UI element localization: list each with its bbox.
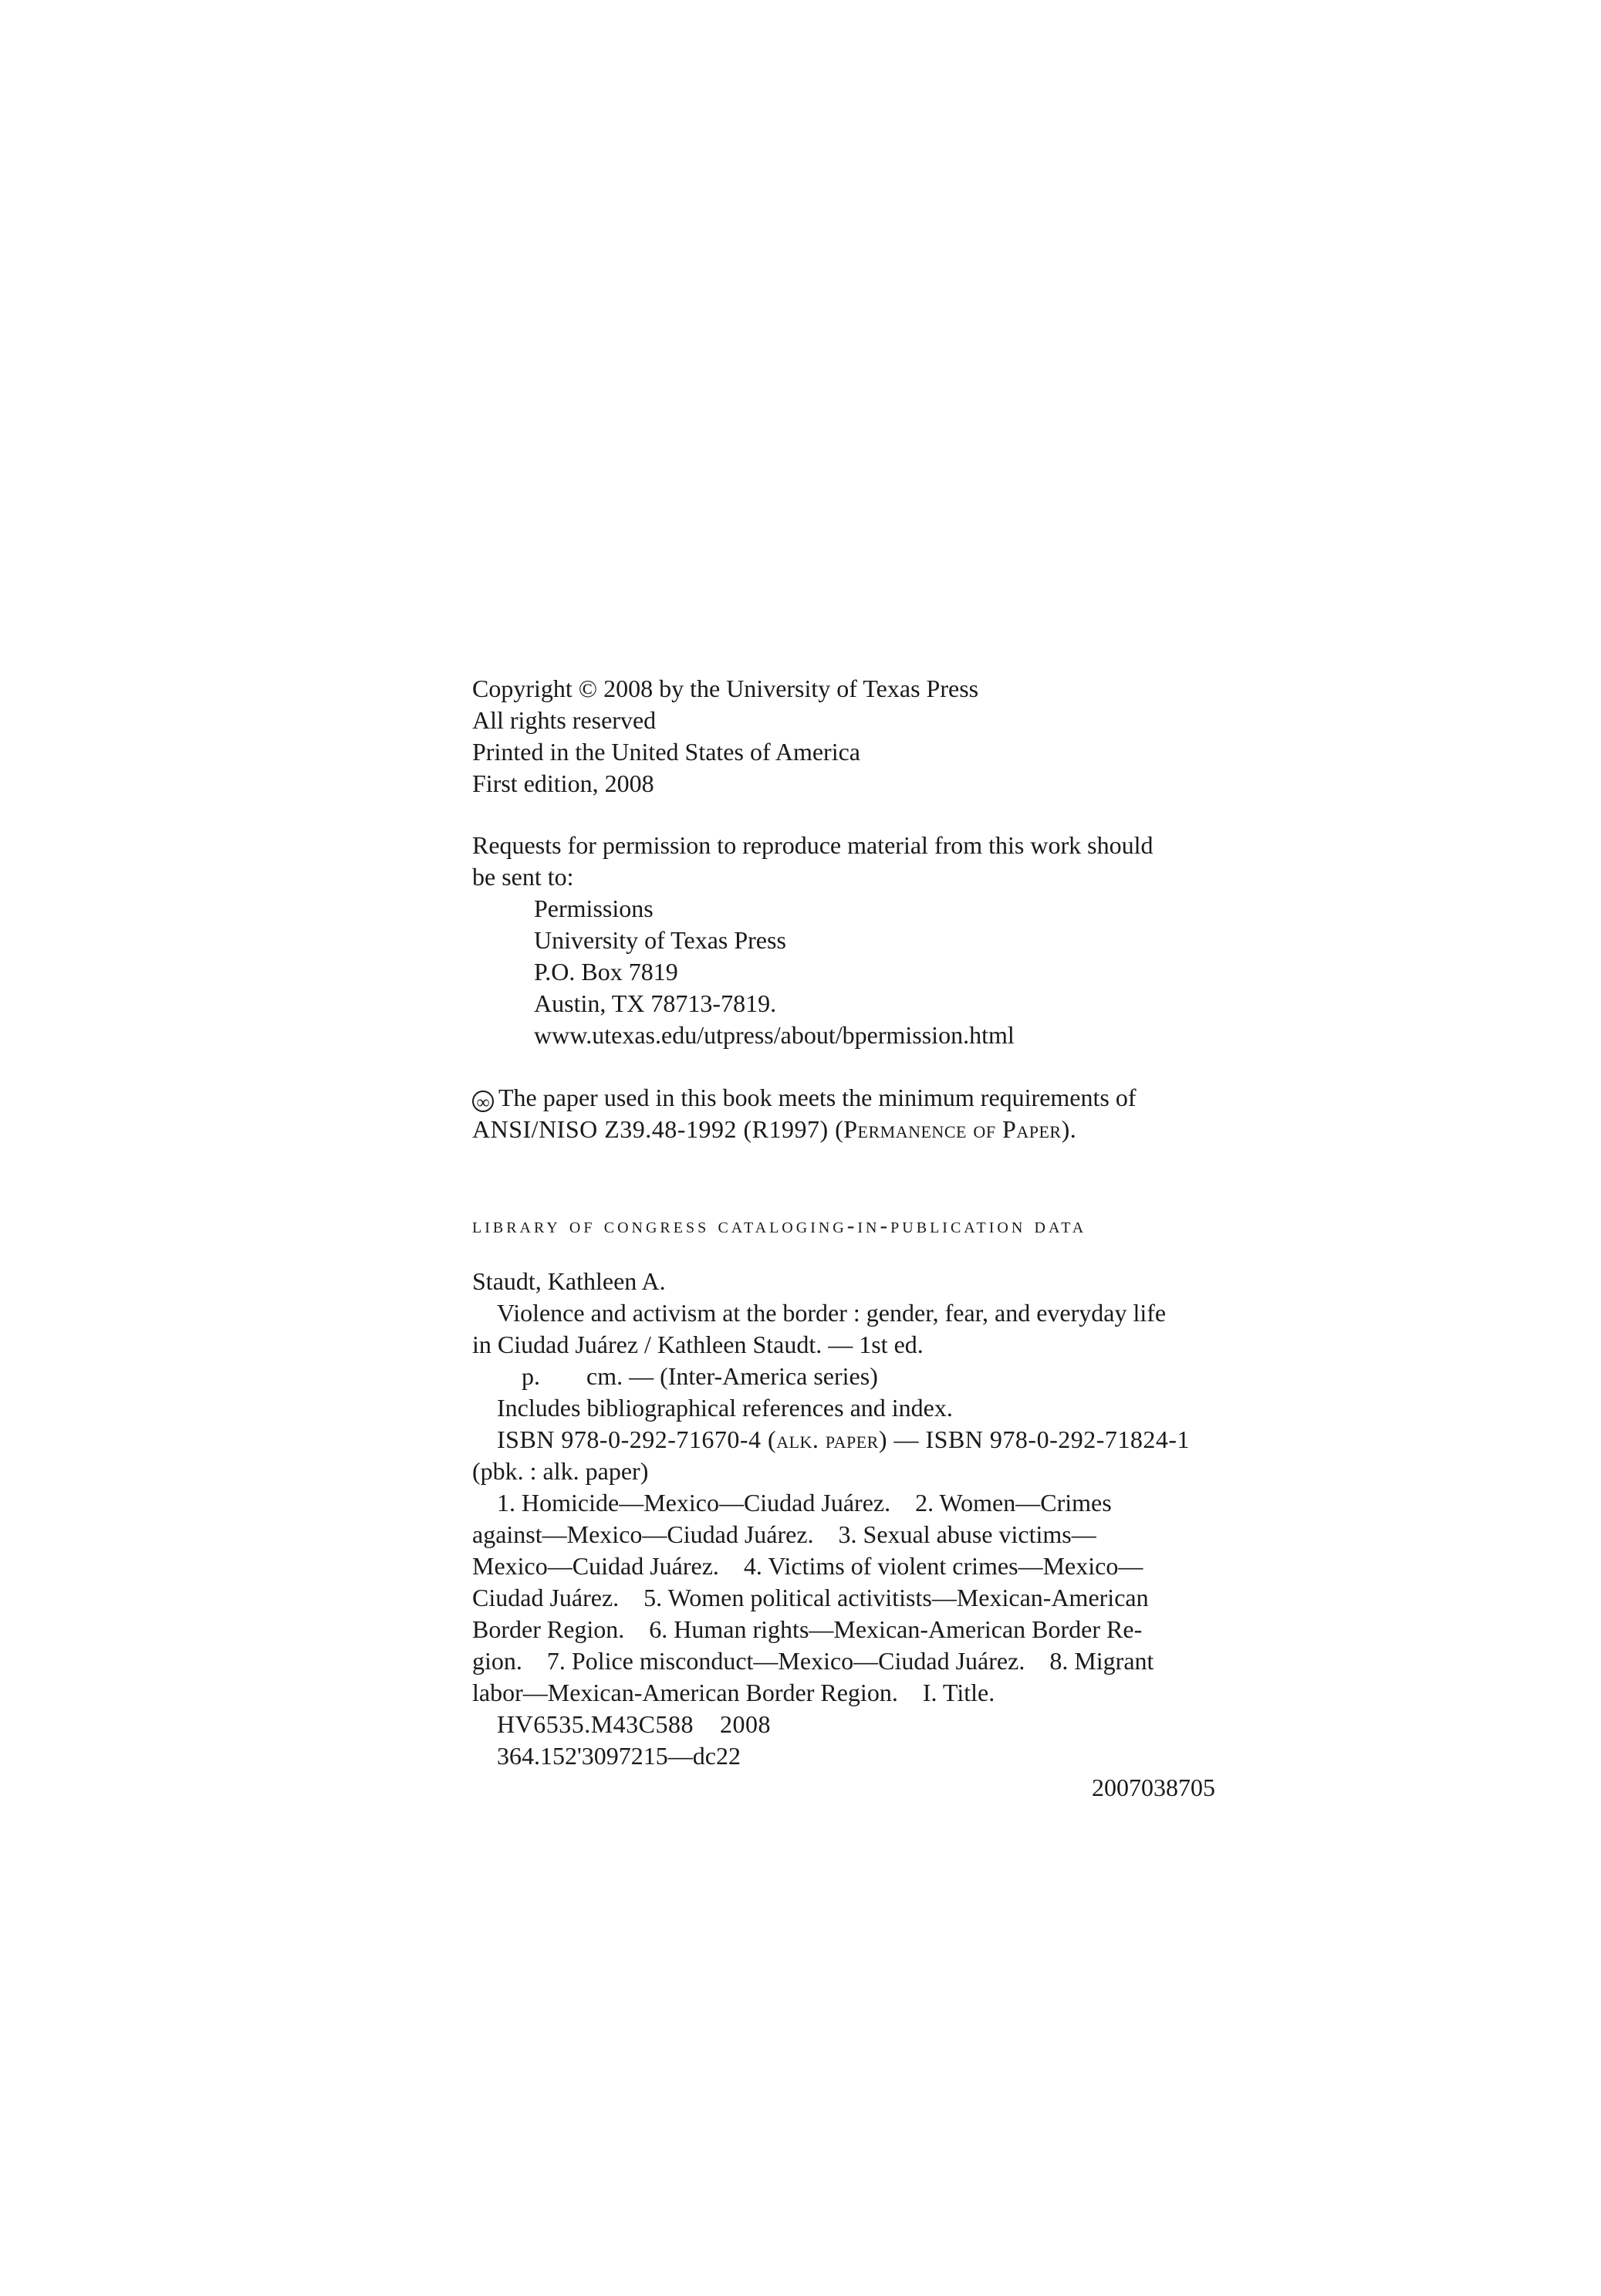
copyright-block	[472, 673, 1244, 800]
paper-text-1: The paper used in this book meets the minimum requirements of	[498, 1084, 1137, 1111]
cip-isbn-2: (pbk. : alk. paper)	[472, 1457, 649, 1485]
cip-subject-line: Mexico—Cuidad Juárez. 4. Victims of violent crimes—Mexico—	[472, 1552, 1143, 1580]
cip-dewey: 364.152'3097215—dc22	[497, 1742, 741, 1770]
paper-block	[472, 1082, 1244, 1145]
permissions-url: www.utexas.edu/utpress/about/bpermission.html	[534, 1021, 1015, 1049]
printed-line: Printed in the United States of America	[472, 738, 860, 766]
cip-lccn: 2007038705	[1092, 1774, 1215, 1801]
permissions-intro-2: be sent to:	[472, 863, 574, 891]
edition-line: First edition, 2008	[472, 769, 654, 797]
cip-heading-block	[472, 1209, 1244, 1242]
cip-subject-line: against—Mexico—Ciudad Juárez. 3. Sexual abuse victims—	[472, 1520, 1096, 1548]
cip-heading: library of congress cataloging-in-publication data	[472, 1213, 1087, 1238]
cip-author: Staudt, Kathleen A.	[472, 1267, 666, 1295]
cip-subject-line: labor—Mexican-American Border Region. I. Title.	[472, 1679, 995, 1706]
address-line: Permissions	[534, 894, 654, 922]
copyright-line: Copyright © 2008 by the University of Texas Press	[472, 675, 979, 702]
address-line: University of Texas Press	[534, 926, 786, 954]
cip-subject-line: Ciudad Juárez. 5. Women political activitists—Mexican-American	[472, 1584, 1149, 1611]
cip-physical-p: p.	[522, 1362, 540, 1390]
cip-subject-line: gion. 7. Police misconduct—Mexico—Ciudad Juárez. 8. Migrant	[472, 1647, 1154, 1675]
cip-physical	[472, 1361, 1244, 1392]
cip-isbn-1: ISBN 978-0-292-71670-4 (alk. paper) — ISBN 978-0-292-71824-1	[497, 1425, 1191, 1453]
permissions-intro-1: Requests for permission to reproduce material from this work should	[472, 831, 1153, 859]
cip-lc-class: HV6535.M43C588 2008	[497, 1710, 772, 1738]
infinity-circle-icon: ∞	[472, 1091, 494, 1112]
cip-title-1: Violence and activism at the border : gender, fear, and everyday life	[497, 1299, 1167, 1327]
rights-line: All rights reserved	[472, 706, 657, 734]
address-line: P.O. Box 7819	[534, 958, 678, 986]
permissions-block	[472, 830, 1244, 1051]
cip-notes: Includes bibliographical references and index.	[497, 1394, 953, 1422]
cip-title-2: in Ciudad Juárez / Kathleen Staudt. — 1st ed.	[472, 1331, 924, 1358]
cip-subject-line: Border Region. 6. Human rights—Mexican-American Border Re-	[472, 1615, 1143, 1643]
cip-subject-line: 1. Homicide—Mexico—Ciudad Juárez. 2. Women—Crimes	[497, 1489, 1112, 1517]
cip-block	[472, 1266, 1244, 1804]
paper-line-2: ANSI/NISO Z39.48-1992 (R1997) (Permanence of Paper).	[472, 1115, 1077, 1143]
address-line: Austin, TX 78713-7819.	[534, 989, 777, 1017]
cip-physical-rest: cm. — (Inter-America series)	[586, 1362, 878, 1390]
paper-line-1	[472, 1082, 1244, 1114]
